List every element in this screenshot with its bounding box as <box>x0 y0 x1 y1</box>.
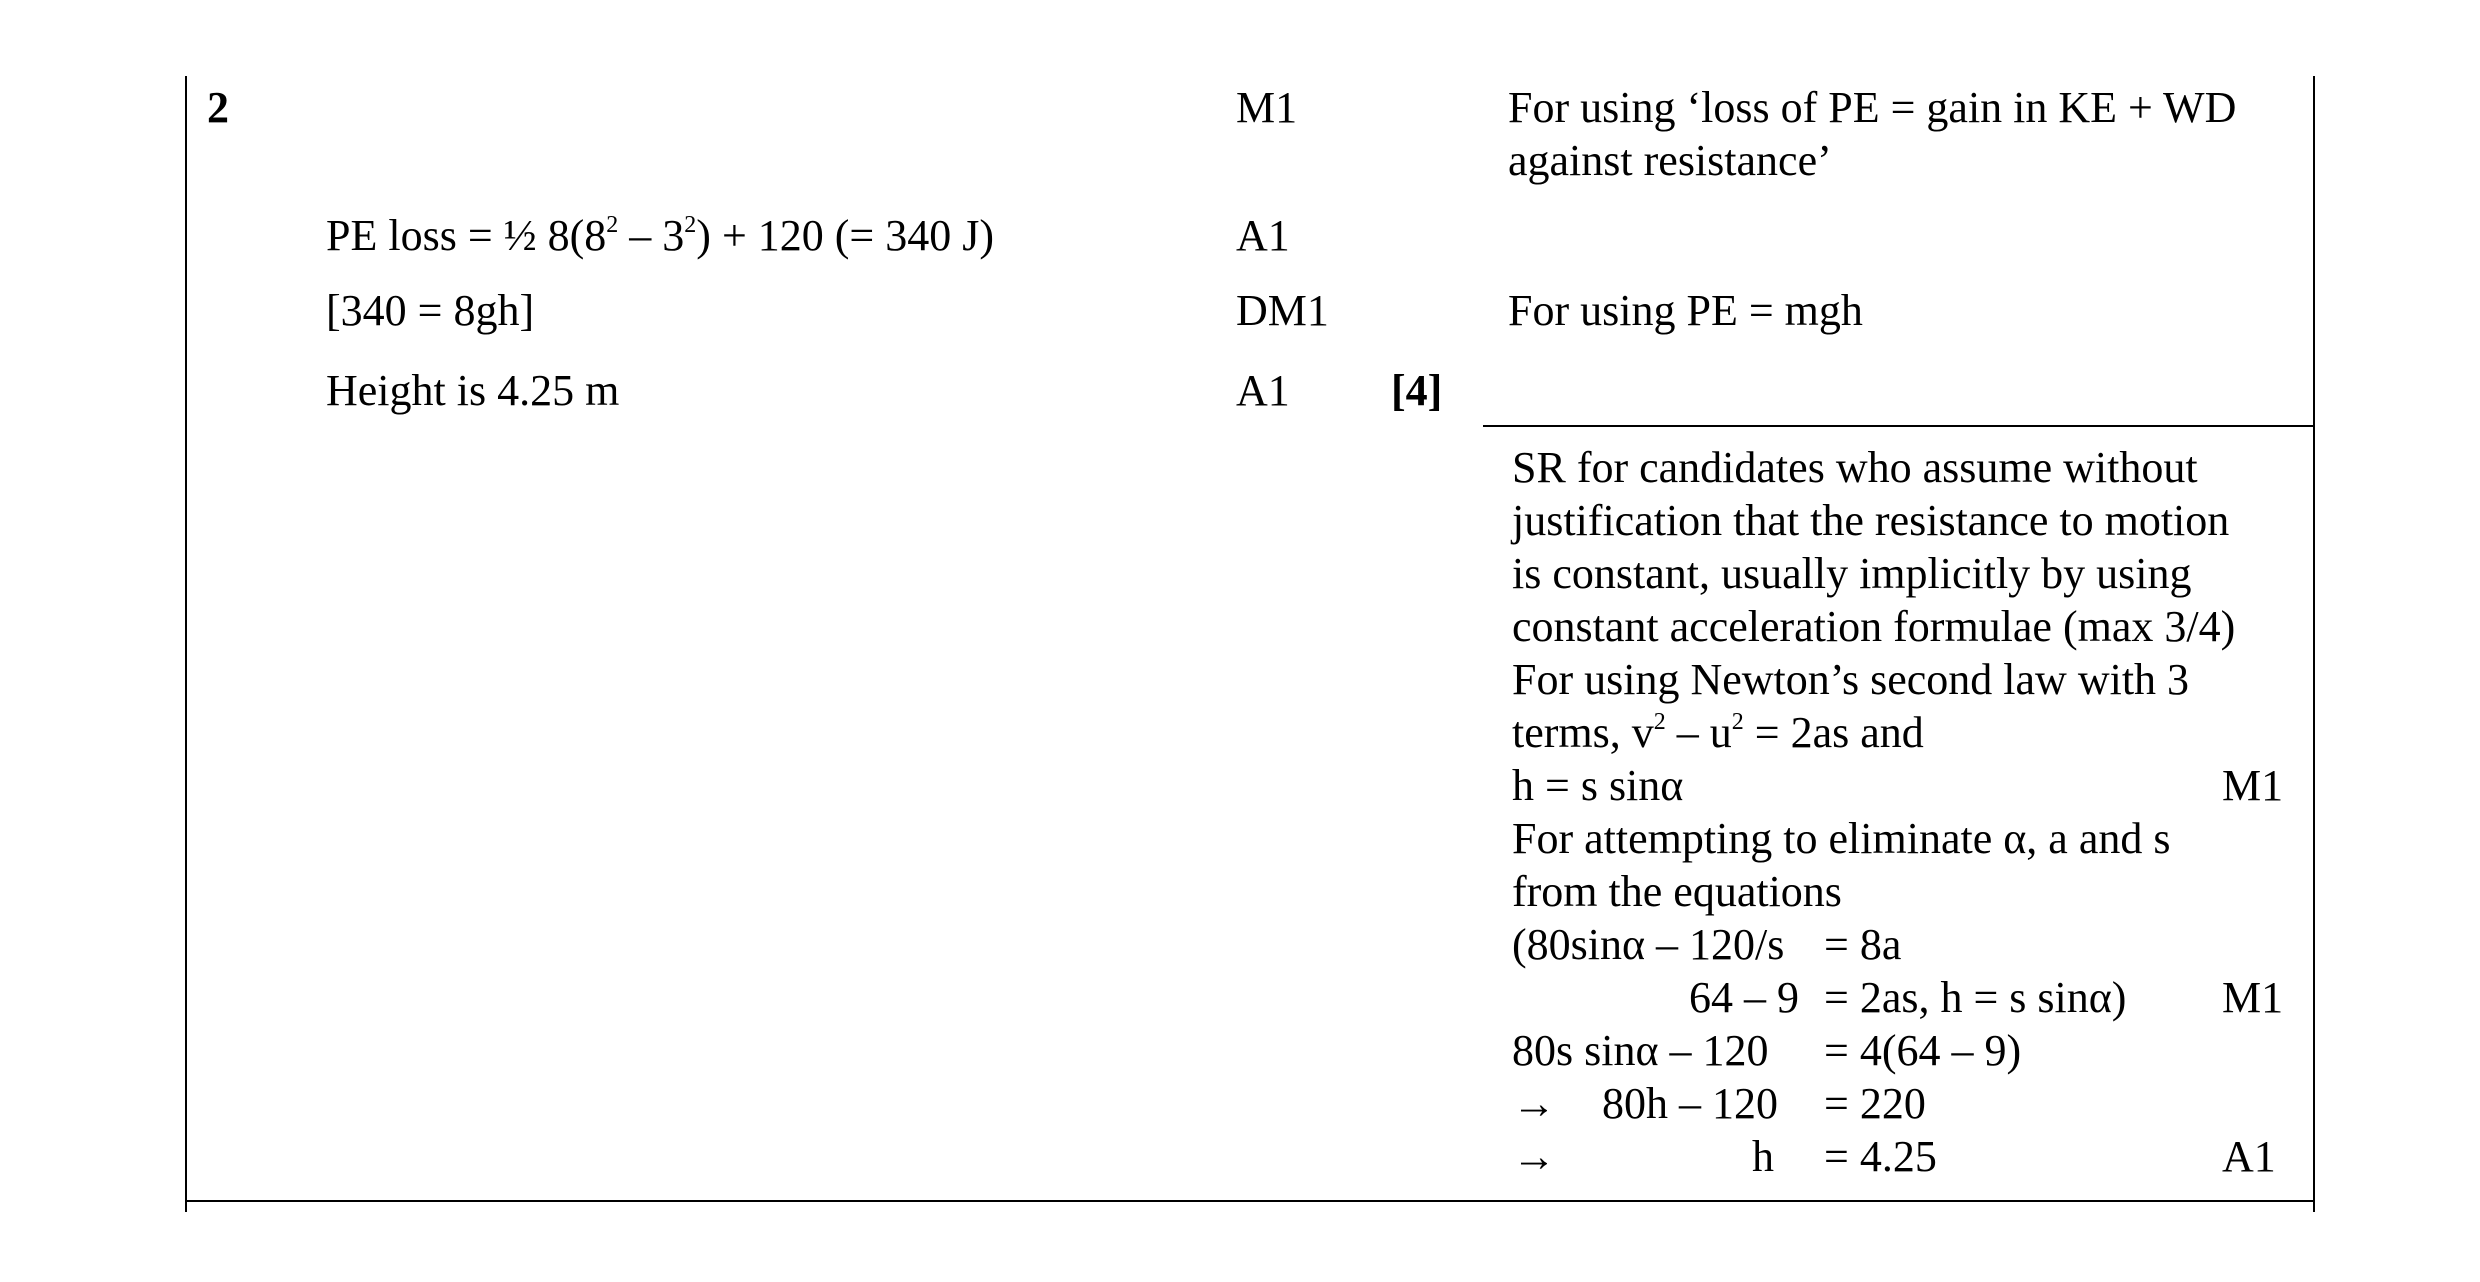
guidance-row-3: For using PE = mgh <box>1508 286 1863 335</box>
table-left-border <box>185 76 187 1212</box>
mark-row-3: DM1 <box>1236 286 1329 335</box>
sr-step-1 <box>1512 759 2292 812</box>
eq4-lhs: 80h – 120 <box>1602 1079 1778 1128</box>
special-ruling-block <box>1512 441 2292 1183</box>
eq2-rhs: = 2as, h = s sinα) <box>1824 973 2127 1022</box>
eq1-lhs: (80sinα – 120/s <box>1512 920 1785 969</box>
eq3-lhs: 80s sinα – 120 <box>1512 1026 1769 1075</box>
eq2-mark: M1 <box>2222 973 2284 1022</box>
sr-step-1-text: h = s sinα <box>1512 761 1684 810</box>
table-bottom-border <box>185 1200 2315 1202</box>
eq2-lhs: 64 – 9 <box>1689 973 1799 1022</box>
guidance-row-1-line-1: For using ‘loss of PE = gain in KE + WD <box>1508 83 2237 132</box>
eq1-rhs: = 8a <box>1824 920 1902 969</box>
guidance-divider <box>1483 425 2315 427</box>
arrow-icon: → <box>1512 1079 1556 1128</box>
sr-equation-3 <box>1512 1024 2292 1077</box>
sr-equation-4 <box>1512 1077 2292 1130</box>
sr-intro-line: justification that the resistance to motion <box>1512 496 2230 545</box>
sr-equation-5 <box>1512 1130 2292 1183</box>
sr-equation-2 <box>1512 971 2292 1024</box>
eq5-lhs: h <box>1752 1132 1774 1181</box>
total-marks: [4] <box>1391 366 1443 415</box>
sr-intro-line: For using Newton’s second law with 3 <box>1512 655 2190 704</box>
question-number: 2 <box>207 83 229 132</box>
mark-row-2: A1 <box>1236 211 1290 260</box>
sr-intro-line: is constant, usually implicitly by using <box>1512 549 2192 598</box>
sr-intro-line: constant acceleration formulae (max 3/4) <box>1512 602 2236 651</box>
working-pe-loss: PE loss = ½ $8(8^2 - 3^2) + 120$ (= 340 J) <box>326 211 995 260</box>
table-right-border <box>2313 76 2315 1212</box>
mark-row-4: A1 <box>1236 366 1290 415</box>
sr-step-1-mark: M1 <box>2222 761 2284 810</box>
eq5-mark: A1 <box>2222 1132 2276 1181</box>
sr-step-2-line: For attempting to eliminate α, a and s <box>1512 814 2171 863</box>
working-mgh: [340 = 8gh] <box>326 286 535 335</box>
guidance-row-1-line-2: against resistance’ <box>1508 136 1832 185</box>
sr-intro-line: SR for candidates who assume without <box>1512 443 2198 492</box>
eq4-rhs: = 220 <box>1824 1079 1926 1128</box>
eq3-rhs: = 4(64 – 9) <box>1824 1026 2022 1075</box>
sr-terms-line: terms, $v^2 - u^2 = 2as$ and <box>1512 708 1924 757</box>
mark-row-1: M1 <box>1236 83 1298 132</box>
sr-equation-1 <box>1512 918 2292 971</box>
arrow-icon: → <box>1512 1132 1556 1181</box>
working-height: Height is 4.25 m <box>326 366 620 415</box>
eq5-rhs: = 4.25 <box>1824 1132 1937 1181</box>
sr-step-2-line: from the equations <box>1512 867 1842 916</box>
